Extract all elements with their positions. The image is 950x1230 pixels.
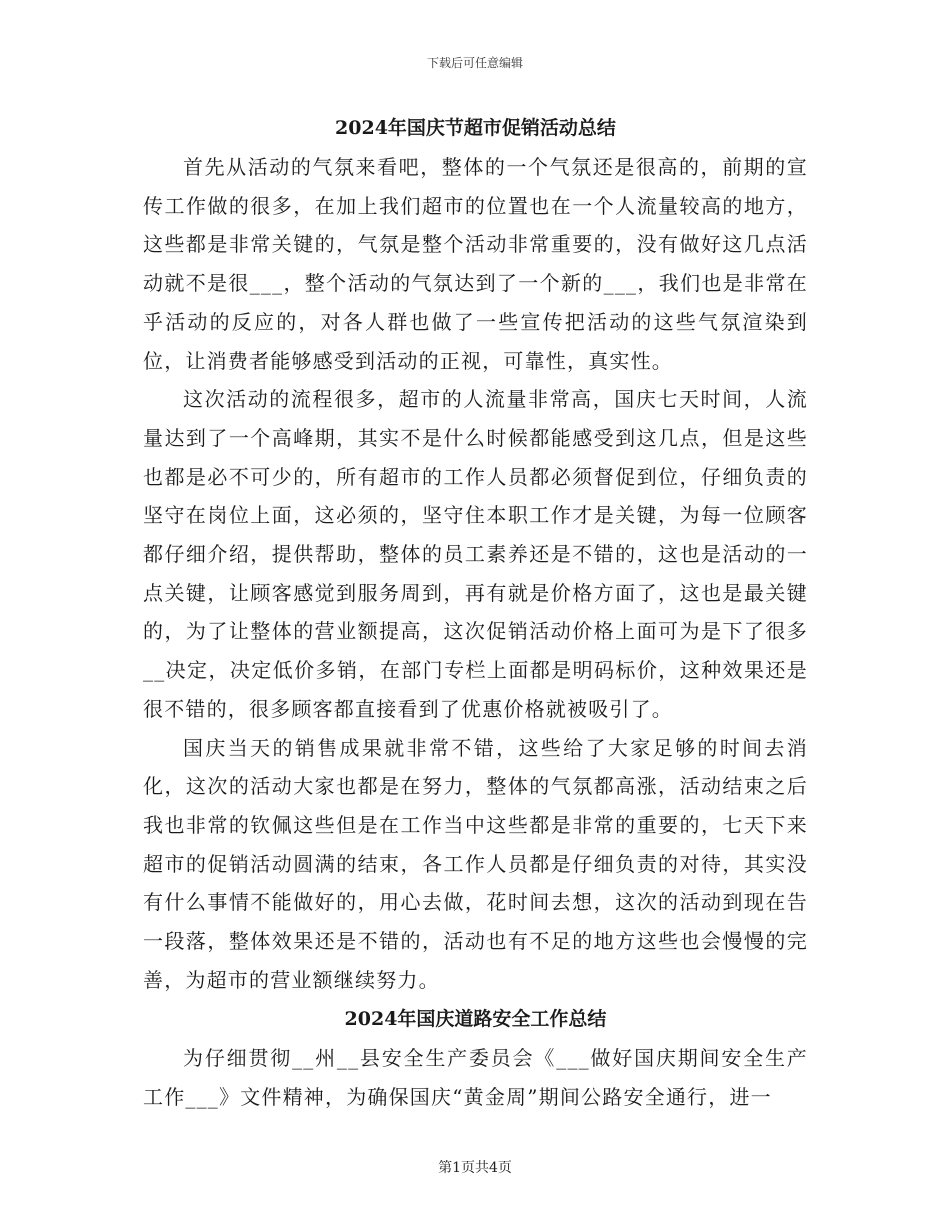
- section-1-paragraph-2: 这次活动的流程很多，超市的人流量非常高，国庆七天时间，人流量达到了一个高峰期，其实不是什么时候都能感受到这几点，但是这些也都是必不可少的，所有超市的工作人员都必须督促到位，仔细负责的坚守在岗位上面，这必须的，坚守住本职工作才是关键，为每一位顾客都仔细介绍，提供帮助，整体的员工素养还是不错的，这也是活动的一点关键，让顾客感觉到服务周到，再有就是价格方面了，这也是最关键的，为了让整体的营业额提高，这次促销活动价格上面可为是下了很多__决定，决定低价多销，在部门专栏上面都是明码标价，这种效果还是很不错的，很多顾客都直接看到了优惠价格就被吸引了。: [143, 387, 808, 721]
- section-1-paragraph-1: 首先从活动的气氛来看吧，整体的一个气氛还是很高的，前期的宣传工作做的很多，在加上我们超市的位置也在一个人流量较高的地方，这些都是非常关键的，气氛是整个活动非常重要的，没有做好这几点活动就不是很___，整个活动的气氛达到了一个新的___，我们也是非常在乎活动的反应的，对各人群也做了一些宣传把活动的这些气氛渲染到位，让消费者能够感受到活动的正视，可靠性，真实性。: [143, 155, 808, 373]
- document-body: [143, 108, 808, 1117]
- section-1-title: 2024年国庆节超市促销活动总结: [335, 117, 616, 139]
- section-2-title: 2024年国庆道路安全工作总结: [344, 1008, 607, 1031]
- header-note: 下载后可任意编辑: [426, 56, 523, 70]
- page-number: 第1页共4页: [438, 1160, 512, 1176]
- section-1-paragraph-3: 国庆当天的销售成果就非常不错，这些给了大家足够的时间去消化，这次的活动大家也都是在努力，整体的气氛都高涨，活动结束之后我也非常的钦佩这些但是在工作当中这些都是非常的重要的，七天下来超市的促销活动圆满的结束，各工作人员都是仔细负责的对待，其实没有什么事情不能做好的，用心去做，花时间去想，这次的活动到现在告一段落，整体效果还是不错的，活动也有不足的地方这些也会慢慢的完善，为超市的营业额继续努力。: [143, 735, 808, 992]
- section-2-paragraph-1: 为仔细贯彻__州__县安全生产委员会《___做好国庆期间安全生产工作___》文件精神，为确保国庆“黄金周”期间公路安全通行，进一: [143, 1046, 808, 1110]
